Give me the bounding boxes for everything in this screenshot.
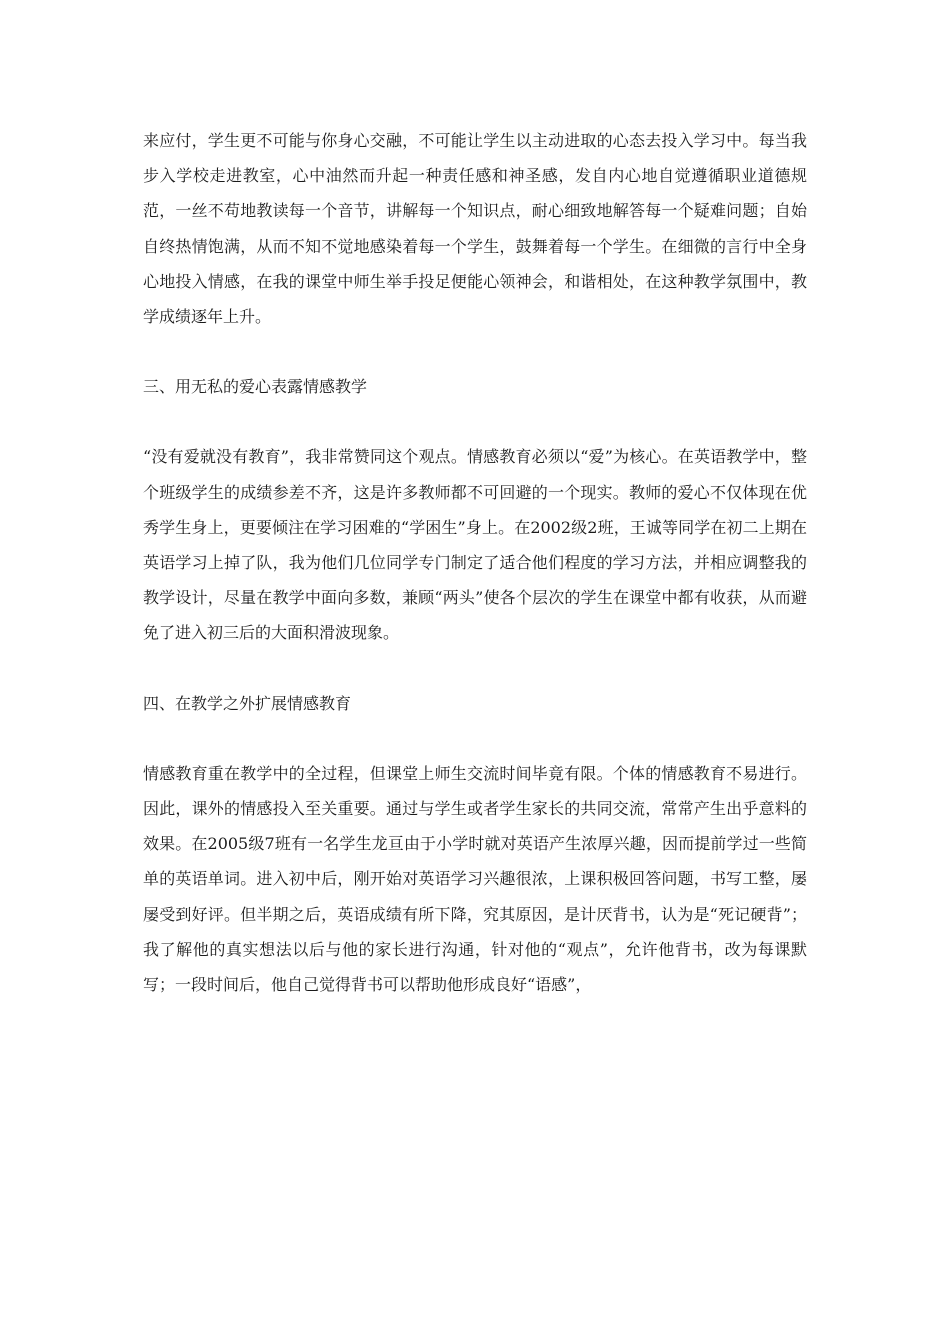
paragraph-extracurricular-emotion: 情感教育重在教学中的全过程，但课堂上师生交流时间毕竟有限。个体的情感教育不易进行。因此，课外的情感投入至关重要。通过与学生或者学生家长的共同交流，常常产生出乎意料的效果。在2005级7班有一名学生龙亘由于小学时就对英语产生浓厚兴趣，因而提前学过一些简单的英语单词。进入初中后，刚开始对英语学习兴趣很浓，上课积极回答问题，书写工整，屡屡受到好评。但半期之后，英语成绩有所下降，究其原因，是计厌背书，认为是“死记硬背”；我了解他的真实想法以后与他的家长进行沟通，针对他的“观点”，允许他背书，改为每课默写；一段时间后，他自己觉得背书可以帮助他形成良好“语感”， bbox=[143, 763, 807, 995]
paragraph-teaching-attitude: 来应付，学生更不可能与你身心交融，不可能让学生以主动进取的心态去投入学习中。每当我步入学校走进教室，心中油然而升起一种责任感和神圣感，发自内心地自觉遵循职业道德规范，一丝不苟地教读每一个音节，讲解每一个知识点，耐心细致地解答每一个疑难问题；自始自终热情饱满，从而不知不觉地感染着每一个学生，鼓舞着每一个学生。在细微的言行中全身心地投入情感，在我的课堂中师生举手投足便能心领神会，和谐相处，在这种教学氛围中，教学成绩逐年上升。 bbox=[143, 131, 807, 327]
document-body bbox=[143, 123, 807, 1002]
section-heading-3: 三、用无私的爱心表露情感教学 bbox=[143, 377, 368, 397]
paragraph-love-education: “没有爱就没有教育”，我非常赞同这个观点。情感教育必须以“爱”为核心。在英语教学中，整个班级学生的成绩参差不齐，这是许多教师都不可回避的一个现实。教师的爱心不仅体现在优秀学生身上，更要倾注在学习困难的“学困生”身上。在2002级2班，王诚等同学在初二上期在英语学习上掉了队，我为他们几位同学专门制定了适合他们程度的学习方法，并相应调整我的教学设计，尽量在教学中面向多数，兼顾“两头”使各个层次的学生在课堂中都有收获，从而避免了进入初三后的大面积滑波现象。 bbox=[143, 447, 807, 643]
section-heading-4: 四、在教学之外扩展情感教育 bbox=[143, 693, 352, 713]
